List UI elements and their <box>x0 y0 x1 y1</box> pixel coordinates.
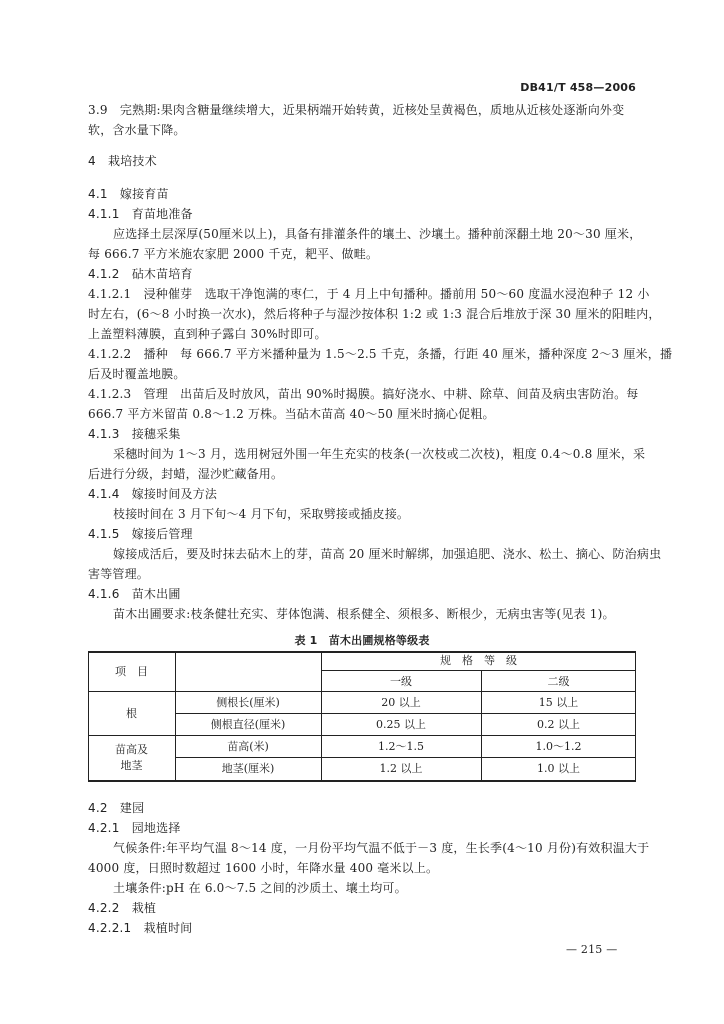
row-label-height: 苗高(米) <box>227 740 269 753</box>
paragraph-4-1-2-2-line1: 4.1.2.2 播种 每 666.7 平方米播种量为 1.5～2.5 千克，条播，行距 40 厘米，播种深度 2～3 厘米，播 <box>88 347 673 361</box>
heading-4-2: 4.2 建园 <box>88 801 145 815</box>
table-hrule-4 <box>88 735 636 736</box>
heading-4-1: 4.1 嫁接育苗 <box>88 187 169 201</box>
paragraph-4-1-5-line2: 害等管理。 <box>88 567 150 581</box>
paragraph-4-1-5-line1: 嫁接成活后，要及时抹去砧木上的芽，苗高 20 厘米时解绑，加强追肥、浇水、松土、摘心、防治病虫 <box>113 547 662 561</box>
table-top-rule <box>88 651 636 653</box>
paragraph-4-1-4-line1: 枝接时间在 3 月下旬～4 月下旬，采取劈接或插皮接。 <box>113 507 410 521</box>
cell-base-diameter-g2: 1.0 以上 <box>537 762 580 775</box>
row-group-root: 根 <box>126 707 137 720</box>
row-group-stem-line2: 地茎 <box>120 759 143 772</box>
table-bottom-rule <box>88 780 636 782</box>
heading-4-2-2: 4.2.2 栽植 <box>88 901 157 915</box>
row-label-root-length: 侧根长(厘米) <box>216 696 280 709</box>
table-hrule-5 <box>175 757 636 758</box>
paragraph-4-1-6-line1: 苗木出圃要求:枝条健壮充实、芽体饱满、根系健全、须根多、断根少，无病虫害等(见表 1)。 <box>113 607 615 621</box>
paragraph-4-1-2-1-line1: 4.1.2.1 浸种催芽 选取干净饱满的枣仁，于 4 月上中旬播种。播前用 50～60 度温水浸泡种子 12 小 <box>88 287 650 301</box>
row-label-base-diameter: 地茎(厘米) <box>221 762 275 775</box>
paragraph-4-1-2-1-line2: 时左右，(6～8 小时换一次水)，然后将种子与湿沙按体积 1:2 或 1:3 混合后堆放于深 30 厘米的阳畦内， <box>88 307 661 321</box>
header-grade-1: 一级 <box>390 675 412 688</box>
table-hrule-1 <box>321 670 636 671</box>
paragraph-4-2-1-line1: 气候条件:年平均气温 8～14 度，一月份平均气温不低于－3 度，生长季(4～10 月份)有效积温大于 <box>113 841 650 855</box>
heading-4-1-4: 4.1.4 嫁接时间及方法 <box>88 487 218 501</box>
paragraph-3-9-line1: 3.9 完熟期:果肉含糖量继续增大，近果柄端开始转黄，近核处呈黄褐色，质地从近核处逐渐向外变 <box>88 103 625 117</box>
cell-root-diameter-g1: 0.25 以上 <box>376 718 426 731</box>
heading-4-2-2-1: 4.2.2.1 栽植时间 <box>88 921 193 935</box>
heading-4-1-5: 4.1.5 嫁接后管理 <box>88 527 193 541</box>
paragraph-4-2-1-line2: 4000 度，日照时数超过 1600 小时，年降水量 400 毫米以上。 <box>88 861 439 875</box>
cell-root-length-g1: 20 以上 <box>381 696 421 709</box>
row-group-stem-line1: 苗高及 <box>115 743 148 756</box>
cell-root-length-g2: 15 以上 <box>538 696 579 709</box>
header-item: 项 目 <box>115 665 148 678</box>
heading-4-1-6: 4.1.6 苗木出圃 <box>88 587 181 601</box>
heading-4-1-1: 4.1.1 育苗地准备 <box>88 207 193 221</box>
paragraph-4-1-2-1-line3: 上盖塑料薄膜，直到种子露白 30%时即可。 <box>88 327 327 341</box>
paragraph-3-9-line2: 软，含水量下降。 <box>88 123 186 137</box>
paragraph-4-1-1-line2: 每 666.7 平方米施农家肥 2000 千克，耙平、做畦。 <box>88 247 379 261</box>
cell-height-g2: 1.0～1.2 <box>535 740 582 753</box>
paragraph-4-1-2-3-line1: 4.1.2.3 管理 出苗后及时放风，苗出 90%时揭膜。搞好浇水、中耕、除草、间苗及病虫害防治。每 <box>88 387 639 401</box>
cell-root-diameter-g2: 0.2 以上 <box>537 718 580 731</box>
paragraph-4-1-3-line2: 后进行分级，封蜡，湿沙贮藏备用。 <box>88 467 284 481</box>
table-hrule-3 <box>175 713 636 714</box>
row-label-root-diameter: 侧根直径(厘米) <box>210 718 286 731</box>
heading-4-2-1: 4.2.1 园地选择 <box>88 821 181 835</box>
table-hrule-2 <box>88 691 636 692</box>
paragraph-4-2-1-line3: 土壤条件:pH 在 6.0～7.5 之间的沙质土、壤土均可。 <box>113 881 407 895</box>
paragraph-4-1-1-line1: 应选择土层深厚(50厘米以上)，具备有排灌条件的壤土、沙壤土。播种前深翻土地 20～30 厘米， <box>113 227 642 241</box>
heading-4-1-3: 4.1.3 接穗采集 <box>88 427 181 441</box>
page-number: — 215 — <box>566 943 618 956</box>
header-grade-2: 二级 <box>547 675 570 688</box>
standard-code: DB41/T 458—2006 <box>520 81 636 94</box>
heading-4: 4 栽培技术 <box>88 154 157 168</box>
cell-height-g1: 1.2～1.5 <box>378 740 424 753</box>
grading-table <box>88 651 636 782</box>
cell-base-diameter-g1: 1.2 以上 <box>379 762 423 775</box>
paragraph-4-1-2-3-line2: 666.7 平方米留苗 0.8～1.2 万株。当砧木苗高 40～50 厘米时摘心促粗。 <box>88 407 495 421</box>
paragraph-4-1-3-line1: 采穗时间为 1～3 月，选用树冠外围一年生充实的枝条(一次枝或二次枝)，粗度 0.4～0.8 厘米，采 <box>113 447 646 461</box>
heading-4-1-2: 4.1.2 砧木苗培育 <box>88 267 193 281</box>
paragraph-4-1-2-2-line2: 后及时覆盖地膜。 <box>88 367 186 381</box>
table-caption: 表 1 苗木出圃规格等级表 <box>294 634 430 647</box>
header-spec-grade: 规 格 等 级 <box>440 654 517 667</box>
